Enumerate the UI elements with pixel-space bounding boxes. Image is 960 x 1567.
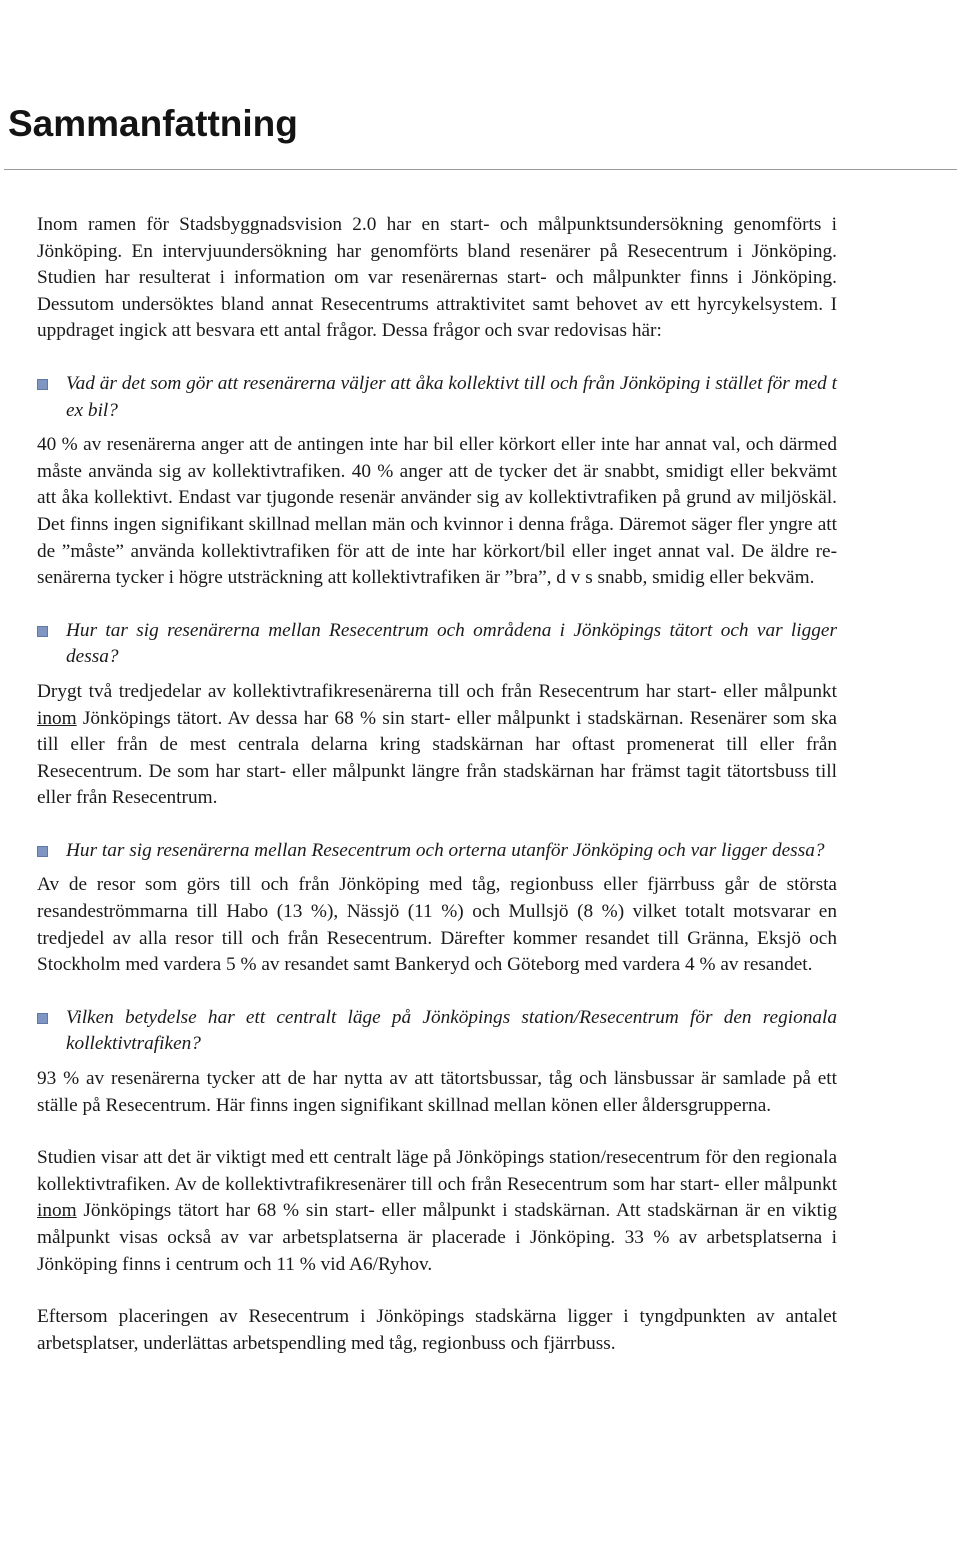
answer-4: 93 % av resenärerna tycker att de har nytta av att tätortsbussar, tåg och länsbussar är samlade på ett ställe på Resecentrum. Här finns ingen signifikant skillnad mellan könen eller åldersgrupperna. [37,1068,837,1116]
question-2-text: Hur tar sig resenärerna mellan Resecentrum och områdena i Jönköpings tätort och var ligger dessa? [66,619,837,668]
conclusion-paragraph-1 [37,1145,837,1278]
answer-3: Av de resor som görs till och från Jönköping med tåg, regionbuss eller fjärrbuss går de största resandeströmmarna till Habo (13 %), Nässjö (11 %) och Mullsjö (8 %) vilket totalt motsvarar en tredjedel av alla resor till och från Resecentrum. Därefter kommer resandet till Gränna, Eksjö och Stockholm med vardera 5 % av resandet samt Bankeryd och Göteborg med vardera 4 % av resandet. [37,874,837,976]
section-2 [37,618,837,812]
title-divider [4,169,957,170]
square-bullet-icon [37,626,48,637]
conclusion-1-underlined: inom [37,1200,77,1222]
answer-2 [37,679,837,812]
answer-1: 40 % av resenärerna anger att de antingen inte har bil eller körkort eller inte har annat val, och därmed måste använda sig av kollektivtrafiken. 40 % anger att de tycker det är snabbt, smidigt eller bekvämt att åka kollektivt. Endast var tjugonde resenär använder sig av kollektivtrafiken på grund av miljöskäl. Det finns ingen signifikant skillnad mellan män och kvinnor i denna fråga. Däremot säger fler yngre att de ”måste” använda kollektivtrafiken för att de inte har körkort/bil eller inget annat val. De äldre resenärerna tycker i högre utsträckning att kollektivtrafiken är ”bra”, d v s snabb, smidig eller bekväm. [37,434,837,589]
question-1-text: Vad är det som gör att resenärerna väljer att åka kollektivt till och från Jönköping i stället för med t ex bil? [66,372,837,421]
intro-paragraph: Inom ramen för Stadsbyggnadsvision 2.0 har en start- och målpunktsundersökning genomförts i Jönköping. En intervjuundersökning har genomförts bland resenärer på Resecentrum i Jönköping. Studien har resulterat i information om var resenärernas start- och målpunkter finns i Jönköping. Dessutom undersöktes bland annat Resecentrums attraktivitet samt behovet av ett hyrcykelsystem. I uppdraget ingick att besvara ett antal frågor. Dessa frågor och svar redovisas här: [37,214,837,342]
answer-2-part-1: Drygt två tredjedelar av kollektivtrafikresenärerna till och från Resecentrum har start- eller målpunkt [37,680,837,702]
section-3 [37,838,837,979]
question-4-text: Vilken betydelse har ett centralt läge på Jönköpings station/Resecentrum för den regionala kollektivtrafiken? [66,1006,837,1055]
section-4 [37,1005,837,1119]
square-bullet-icon [37,1013,48,1024]
conclusion-1-part-1: Studien visar att det är viktigt med ett centralt läge på Jönköpings station/resecentrum för den regionala kollektivtrafiken. Av de kollektivtrafikresenärer till och från Resecentrum som har start- eller målpunkt [37,1147,837,1195]
answer-2-underlined: inom [37,707,77,729]
square-bullet-icon [37,846,48,857]
question-2 [37,618,837,671]
section-1 [37,371,837,592]
answer-2-part-2: Jönköpings tätort. Av dessa har 68 % sin start- eller målpunkt i stadskärnan. Resenärer som ska till eller från de mest centrala delarna kring stadskärnan har oftast promenerat till eller från Resecentrum. De som har start- eller målpunkt längre från stadskärnan har främst tagit tätortsbuss till eller från Resecentrum. [37,707,837,809]
question-3 [37,838,837,865]
question-3-text: Hur tar sig resenärerna mellan Resecentrum och orterna utanför Jönköping och var ligger dessa? [66,839,825,861]
conclusion-paragraph-2: Eftersom placeringen av Resecentrum i Jönköpings stadskärna ligger i tyngdpunkten av antalet arbetsplatser, underlättas arbetspendling med tåg, regionbuss och fjärrbuss. [37,1306,837,1354]
square-bullet-icon [37,379,48,390]
question-1 [37,371,837,424]
page-title: Sammanfattning [8,103,298,144]
document-body [37,212,837,1357]
conclusion-1-part-2: Jönköpings tätort har 68 % sin start- eller målpunkt i stadskärnan. Att stadskärnan är en viktig målpunkt visas också av var arbetsplatserna är placerade i Jönköping. 33 % av arbetsplatserna i Jönköping finns i centrum och 11 % vid A6/Ryhov. [37,1200,837,1275]
question-4 [37,1005,837,1058]
